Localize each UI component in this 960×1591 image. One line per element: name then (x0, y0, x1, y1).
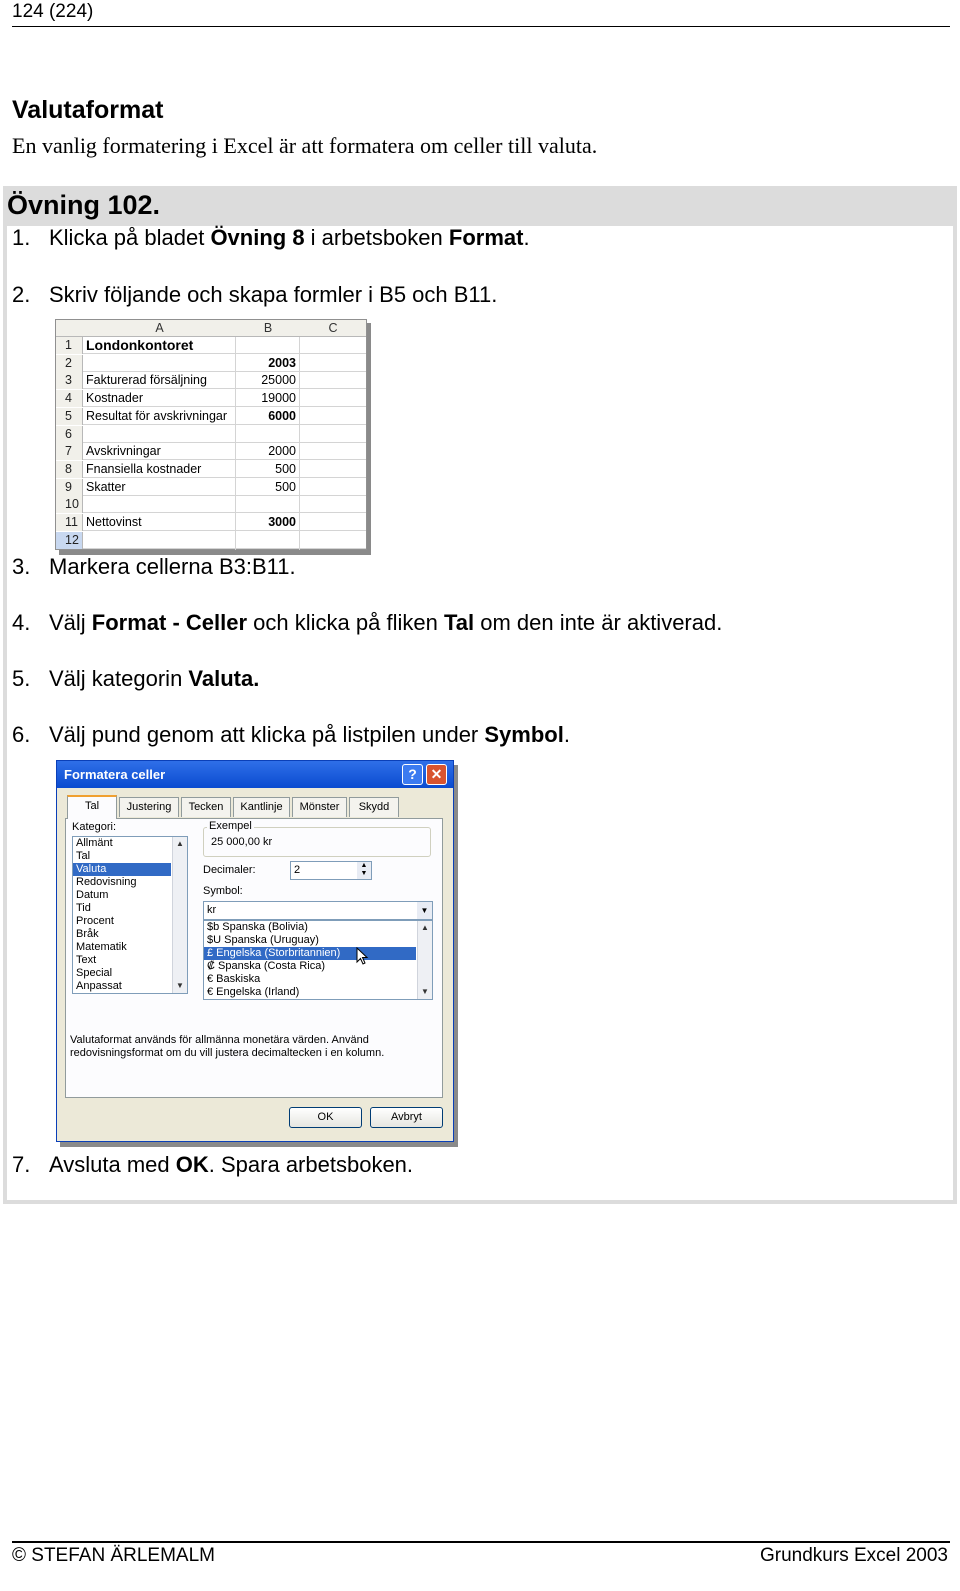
chevron-down-icon[interactable]: ▼ (417, 902, 432, 919)
category-item[interactable]: Tal (76, 850, 91, 862)
category-label: Kategori: (72, 821, 117, 833)
sheet-row (56, 532, 366, 549)
row-number[interactable]: 4 (56, 390, 83, 407)
footer-book-title: Grundkurs Excel 2003 (760, 1545, 948, 1566)
description-line-2: redovisningsformat om du vill justera decimaltecken i en kolumn. (70, 1047, 385, 1059)
category-item[interactable]: Redovisning (76, 876, 137, 888)
category-item[interactable]: Valuta (73, 863, 171, 876)
footer-rule (12, 1541, 950, 1543)
symbol-label: Symbol: (203, 885, 243, 897)
help-icon: ? (408, 766, 417, 782)
spreadsheet (55, 319, 367, 550)
category-item[interactable]: Procent (76, 915, 114, 927)
sheet-row (56, 426, 366, 443)
cell-b[interactable]: 6000 (268, 408, 296, 423)
example-value: 25 000,00 kr (211, 836, 273, 848)
step-bold: Övning 8 (210, 225, 305, 250)
step-number: 1. (12, 225, 31, 250)
tab-monster[interactable]: Mönster (292, 797, 347, 817)
step-text: Avsluta med (49, 1152, 176, 1177)
step-text: Välj pund genom att klicka på listpilen under (49, 722, 485, 747)
sheet-row (56, 496, 366, 513)
sheet-row (56, 461, 366, 478)
page-header (12, 0, 950, 27)
example-label: Exempel (209, 820, 252, 832)
help-button[interactable] (402, 764, 423, 785)
step-text: Välj kategorin (49, 666, 189, 691)
step-number: 4. (12, 610, 31, 635)
scroll-down-icon[interactable]: ▼ (176, 981, 184, 990)
row-number[interactable]: 12 (56, 532, 83, 549)
sheet-row (56, 408, 366, 425)
category-item[interactable]: Allmänt (76, 837, 113, 849)
step-bold: Format - Celler (91, 610, 248, 635)
column-header-b[interactable]: B (263, 321, 273, 335)
column-header-c[interactable]: C (328, 321, 338, 335)
category-scrollbar[interactable] (172, 837, 187, 993)
step-bold: Tal (443, 610, 475, 635)
step-3 (12, 553, 296, 581)
step-number: 2. (12, 282, 31, 307)
step-text: i arbetsboken (304, 225, 449, 250)
symbol-item[interactable]: ₡ Spanska (Costa Rica) (207, 960, 325, 972)
description-line-1: Valutaformat används för allmänna monetära värden. Använd (70, 1034, 369, 1046)
category-item[interactable]: Matematik (76, 941, 127, 953)
symbol-scrollbar[interactable] (417, 921, 432, 999)
row-number[interactable]: 8 (56, 461, 83, 478)
step-bold: Valuta. (188, 666, 260, 691)
column-header-row (56, 320, 366, 337)
cell-a[interactable]: Londonkontoret (86, 337, 194, 353)
category-item[interactable]: Special (76, 967, 113, 979)
mouse-cursor-icon (356, 947, 370, 967)
cell-a[interactable]: Nettovinst (86, 515, 142, 529)
cell-b[interactable]: 2000 (268, 444, 296, 459)
step-text: Välj (49, 610, 92, 635)
step-text: Klicka på bladet (49, 225, 211, 250)
ok-button[interactable]: OK (289, 1107, 362, 1128)
category-item[interactable]: Anpassat (76, 980, 122, 992)
symbol-item[interactable]: $b Spanska (Bolivia) (207, 921, 308, 933)
cell-b[interactable]: 2003 (268, 355, 296, 370)
close-icon: ✕ (430, 766, 443, 782)
sheet-row (56, 514, 366, 531)
step-number: 3. (12, 554, 31, 579)
format-cells-dialog (56, 760, 454, 1142)
cell-b[interactable]: 3000 (268, 515, 296, 529)
row-number[interactable]: 7 (56, 443, 83, 460)
symbol-item[interactable]: € Baskiska (207, 973, 261, 985)
step-bold: OK (175, 1152, 209, 1177)
cell-b[interactable]: 500 (275, 461, 296, 476)
category-list[interactable] (72, 836, 188, 994)
row-number[interactable]: 2 (56, 355, 83, 372)
row-number[interactable]: 10 (56, 496, 83, 513)
row-number[interactable]: 5 (56, 408, 83, 425)
row-number[interactable]: 9 (56, 479, 83, 496)
cell-a[interactable]: Fakturerad försäljning (86, 373, 207, 388)
decimals-label: Decimaler: (203, 864, 256, 876)
sheet-row (56, 337, 366, 354)
footer-author: © STEFAN ÄRLEMALM (12, 1545, 215, 1566)
cell-a[interactable]: Skatter (86, 479, 126, 494)
tab-justering[interactable]: Justering (119, 797, 179, 817)
scroll-down-icon[interactable]: ▼ (421, 987, 429, 996)
row-number[interactable]: 1 (56, 337, 83, 354)
category-item[interactable]: Bråk (76, 928, 99, 940)
category-item[interactable]: Tid (76, 902, 91, 914)
step-6 (12, 721, 570, 749)
spinner-arrows-icon[interactable]: ▲ ▼ (357, 862, 371, 879)
symbol-list[interactable] (203, 920, 433, 1000)
row-number[interactable]: 11 (56, 514, 83, 531)
section-intro: En vanlig formatering i Excel är att formatera om celler till valuta. (12, 133, 598, 158)
symbol-item[interactable]: $U Spanska (Uruguay) (207, 934, 319, 946)
cell-b[interactable]: 500 (275, 479, 296, 494)
cancel-button[interactable]: Avbryt (370, 1107, 443, 1128)
scroll-up-icon[interactable]: ▲ (176, 839, 184, 848)
step-4 (12, 609, 722, 637)
tab-tecken[interactable]: Tecken (181, 797, 231, 817)
step-7 (12, 1151, 413, 1179)
category-item[interactable]: Text (76, 954, 97, 966)
scroll-up-icon[interactable]: ▲ (421, 923, 429, 932)
row-number[interactable]: 6 (56, 426, 83, 443)
step-text: . (563, 722, 570, 747)
decimals-spinner[interactable] (290, 861, 372, 880)
step-text: . (523, 225, 530, 250)
cell-b[interactable]: 25000 (261, 373, 296, 388)
step-number: 6. (12, 722, 31, 747)
step-text: Skriv följande och skapa formler i B5 och B11. (49, 282, 498, 307)
step-number: 5. (12, 666, 31, 691)
column-header-a[interactable]: A (155, 321, 164, 335)
cell-a[interactable]: Kostnader (86, 391, 143, 406)
sheet-row (56, 390, 366, 407)
sheet-row (56, 443, 366, 460)
section-title: Valutaformat (12, 96, 164, 124)
dialog-titlebar (57, 761, 453, 788)
symbol-dropdown[interactable] (203, 901, 433, 920)
page-number: 124 (224) (12, 1, 94, 22)
sheet-row (56, 355, 366, 372)
step-bold: Symbol (484, 722, 564, 747)
cell-a[interactable]: Avskrivningar (86, 444, 161, 459)
step-text: . Spara arbetsboken. (208, 1152, 414, 1177)
dialog-title: Formatera celler (64, 767, 166, 782)
sheet-row (56, 372, 366, 389)
symbol-value: kr (207, 904, 217, 916)
row-number[interactable]: 3 (56, 372, 83, 389)
step-number: 7. (12, 1152, 31, 1177)
tab-kantlinje[interactable]: Kantlinje (233, 797, 290, 817)
step-2 (12, 281, 497, 309)
sheet-row (56, 479, 366, 496)
step-bold: Format (448, 225, 524, 250)
close-button[interactable] (426, 764, 447, 785)
category-item[interactable]: Datum (76, 889, 109, 901)
step-text: och klicka på fliken (247, 610, 444, 635)
exercise-title: Övning 102. (7, 190, 161, 220)
tab-tal[interactable]: Tal (67, 795, 117, 819)
cell-a[interactable]: Resultat för avskrivningar (86, 408, 228, 423)
step-1 (12, 224, 530, 252)
step-5 (12, 665, 259, 693)
cell-b[interactable]: 19000 (261, 391, 296, 406)
decimals-value: 2 (294, 864, 301, 876)
symbol-item[interactable]: € Engelska (Irland) (207, 986, 300, 998)
step-text: Markera cellerna B3:B11. (49, 554, 296, 579)
tab-skydd[interactable]: Skydd (349, 797, 399, 817)
step-text: om den inte är aktiverad. (474, 610, 723, 635)
cell-a[interactable]: Fnansiella kostnader (86, 461, 202, 476)
symbol-item[interactable]: £ Engelska (Storbritannien) (204, 947, 416, 960)
